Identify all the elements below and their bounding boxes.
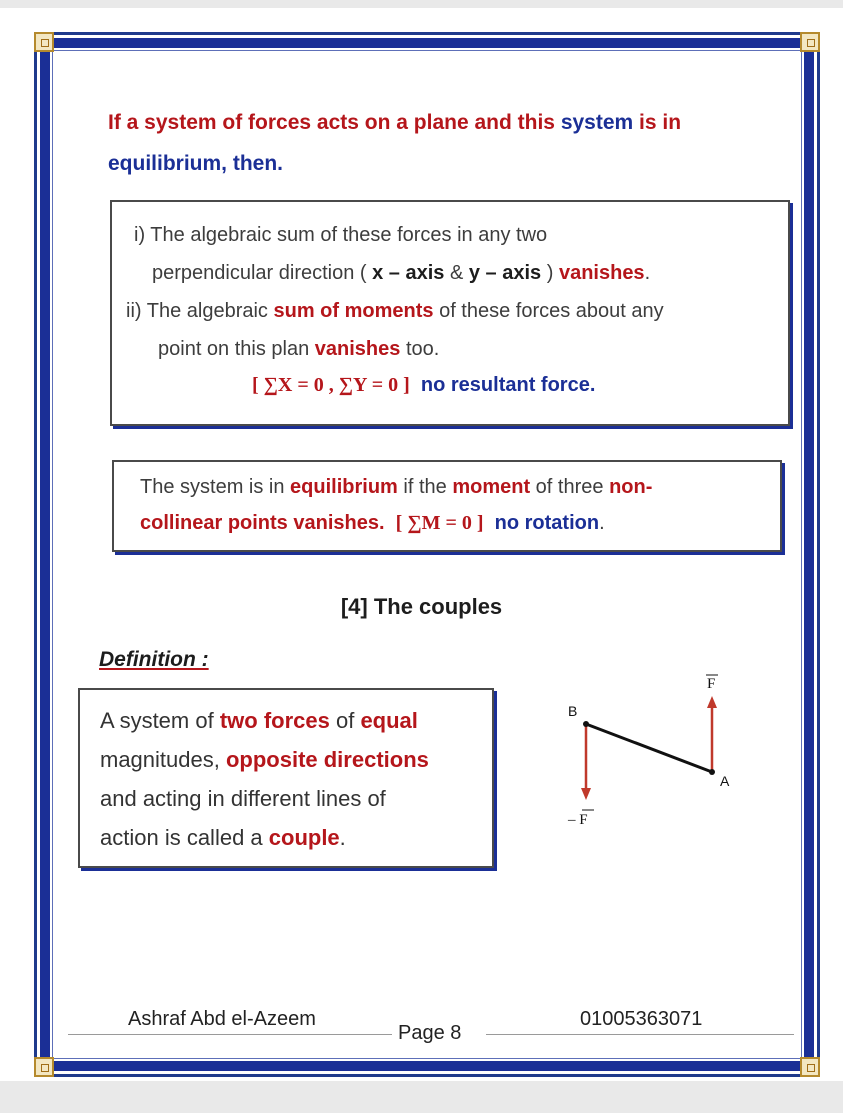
opposite-directions-word: opposite directions (225, 747, 429, 772)
condition-1-text: i) The algebraic sum of these forces in any two (134, 224, 548, 246)
moment-equation: [ ∑M = 0 ] (395, 512, 484, 534)
force-down-label: – F (568, 812, 588, 828)
too-word: too. (400, 338, 440, 360)
force-up-label: F (707, 676, 716, 692)
rotation-line-1 (140, 476, 652, 499)
period-2: . (599, 512, 605, 534)
intro-text-end: is in (633, 111, 682, 134)
no-rotation-note: no rotation (494, 512, 600, 534)
bottom-strip (0, 1081, 843, 1113)
vanishes-2: vanishes (314, 338, 401, 360)
condition-1-line-2 (152, 262, 650, 285)
footer-page-number: Page 8 (398, 1022, 462, 1044)
def-text-4: action is called a (100, 825, 269, 850)
intro-system-word: system (560, 111, 634, 134)
section-title: [4] The couples (340, 594, 503, 619)
def-text-3: and acting in different lines of (100, 786, 386, 811)
condition-2-text-c: point on this plan (158, 338, 315, 360)
equilibrium-conditions-box (110, 200, 790, 426)
collinear-points-text: collinear points vanishes. (140, 512, 385, 534)
couple-arm-line (586, 724, 712, 772)
vanishes-1: vanishes (558, 262, 645, 284)
def-of-word: of (329, 708, 361, 733)
corner-ornament-bottom-left (34, 1057, 54, 1077)
rotation-text: The system is in (140, 476, 291, 498)
intro-line-1 (108, 102, 788, 143)
intro-equilibrium: equilibrium, then. (108, 152, 284, 175)
rotation-line-2 (140, 512, 605, 535)
y-axis-label: y – axis (468, 262, 542, 284)
definition-line-4 (100, 825, 346, 851)
condition-2-line-2 (158, 338, 439, 361)
condition-1-text-b: perpendicular direction ( (152, 262, 373, 284)
couple-diagram (548, 660, 768, 840)
period-1: . (644, 262, 651, 284)
definition-line-3 (100, 786, 386, 812)
definition-box (78, 688, 494, 868)
x-axis-label: x – axis (372, 262, 445, 284)
corner-ornament-top-left (34, 32, 54, 52)
def-period: . (339, 825, 346, 850)
def-text-1: A system of (100, 708, 220, 733)
definition-label: Definition : (99, 648, 209, 671)
paren-close: ) (541, 262, 559, 284)
force-up-arrowhead (707, 696, 717, 708)
rotation-text-b: if the (397, 476, 453, 498)
point-b-dot (583, 721, 589, 727)
rotation-condition-box (112, 460, 782, 552)
intro-text: If a system of forces acts on a plane and this (108, 111, 561, 134)
couple-word: couple (268, 825, 340, 850)
condition-2-text-b: of these forces about any (433, 300, 664, 322)
force-equation-line (252, 374, 595, 397)
definition-line-2 (100, 747, 429, 773)
moment-word: moment (452, 476, 531, 498)
point-a-dot (709, 769, 715, 775)
condition-1-line-1 (134, 224, 547, 247)
footer-rule-right (486, 1034, 794, 1035)
intro-line-2 (108, 143, 788, 184)
equal-word: equal (360, 708, 418, 733)
point-b-label: B (568, 703, 578, 719)
non-word: non- (609, 476, 653, 498)
no-resultant-force-note: no resultant force. (420, 374, 596, 396)
force-down-arrowhead (581, 788, 591, 800)
footer-rule-left (68, 1034, 392, 1035)
footer-phone: 01005363071 (580, 1008, 703, 1030)
definition-line-1 (100, 708, 418, 734)
rotation-text-c: of three (530, 476, 610, 498)
intro-paragraph (108, 102, 788, 184)
point-a-label: A (720, 773, 730, 789)
ampersand: & (444, 262, 469, 284)
force-equation: [ ∑X = 0 , ∑Y = 0 ] (252, 374, 410, 396)
condition-2-line-1 (126, 300, 664, 323)
corner-ornament-bottom-right (800, 1057, 820, 1077)
corner-ornament-top-right (800, 32, 820, 52)
footer-author: Ashraf Abd el-Azeem (128, 1008, 316, 1030)
condition-2-text: ii) The algebraic (126, 300, 274, 322)
def-text-2: magnitudes, (100, 747, 226, 772)
equilibrium-word: equilibrium (290, 476, 398, 498)
two-forces-word: two forces (219, 708, 330, 733)
sum-of-moments: sum of moments (273, 300, 434, 322)
